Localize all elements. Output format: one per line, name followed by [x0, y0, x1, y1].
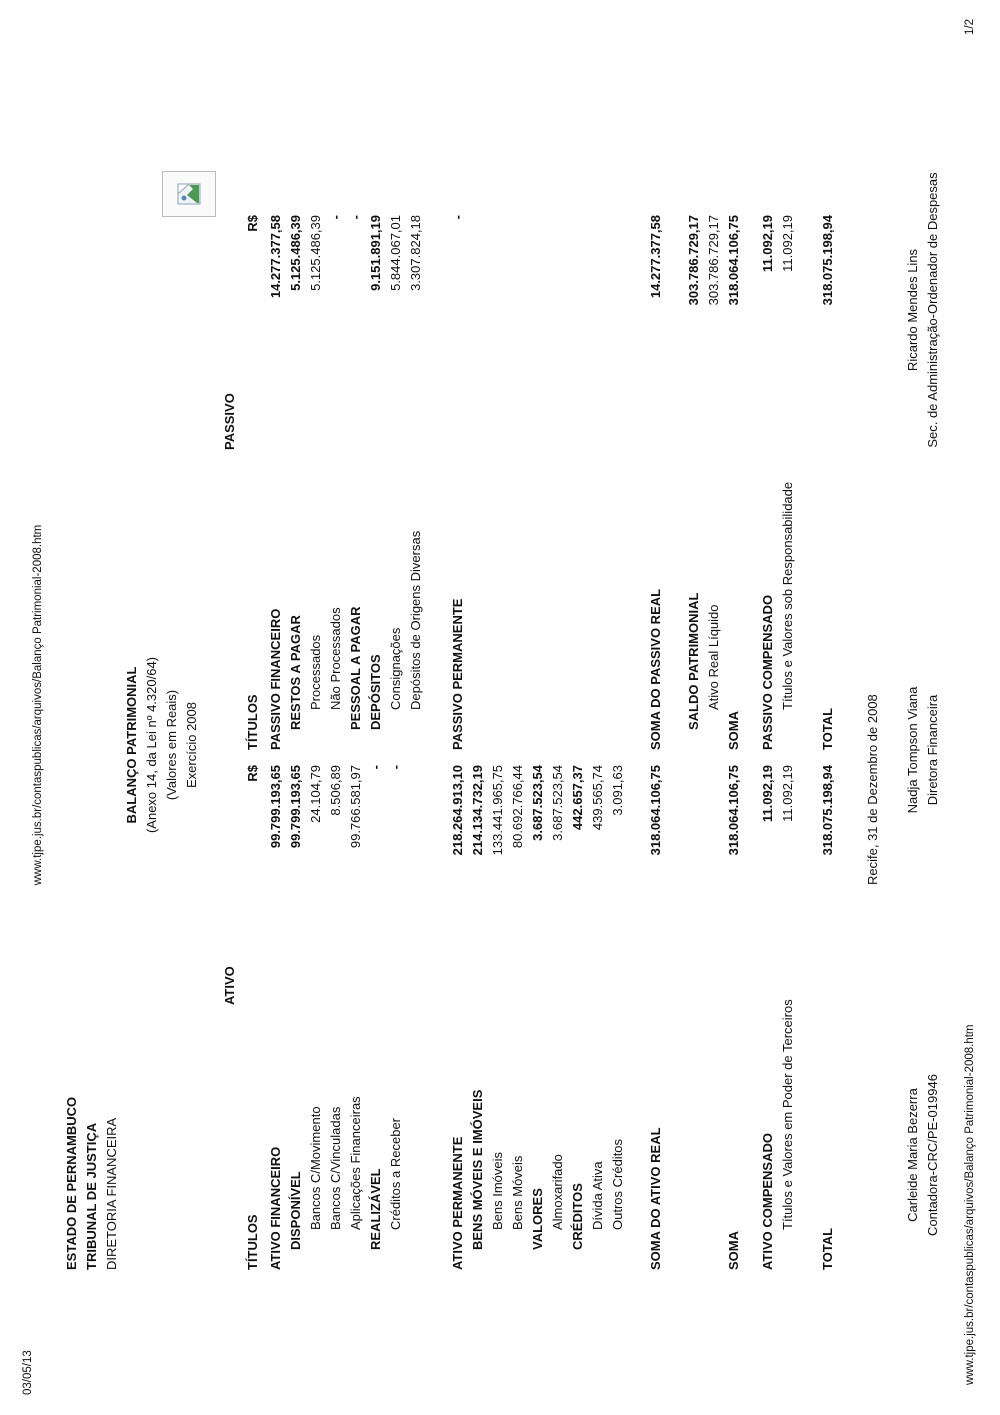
print-date: 03/05/13 [22, 1350, 34, 1395]
passivo-row-value: 11.092,19 [760, 215, 775, 273]
org-court: TRIBUNAL DE JUSTIÇA [84, 1122, 99, 1270]
passivo-row-value: 5.125.486,39 [308, 215, 323, 291]
ativo-row-value: - [368, 765, 383, 770]
ativo-row-label: CRÉDITOS [570, 1183, 585, 1250]
passivo-row-label: PASSIVO PERMANENTE [450, 598, 465, 750]
passivo-row-value: 318.075.198,94 [820, 215, 835, 306]
passivo-row-label: Depósitos de Origens Diversas [408, 530, 423, 710]
passivo-col-titulos: TÍTULOS [245, 694, 260, 750]
passivo-row-value: 5.125.486,39 [288, 215, 303, 291]
ativo-row-label: Dívida Ativa [590, 1161, 605, 1230]
passivo-row-value: - [348, 215, 363, 220]
ativo-row-label: SOMA DO ATIVO REAL [648, 1127, 663, 1270]
ativo-row-value: 3.687.523,54 [530, 765, 545, 841]
ativo-row-value: 3.687.523,54 [550, 765, 565, 841]
passivo-row-label: PASSIVO COMPENSADO [760, 594, 775, 750]
ativo-row-label: Bens Móveis [510, 1155, 525, 1230]
ativo-col-titulos: TÍTULOS [245, 1214, 260, 1270]
ativo-row-value: 99.799.193,65 [288, 765, 303, 849]
ativo-row-value: 133.441.965,75 [490, 765, 505, 856]
ativo-row-value: - [388, 765, 403, 770]
passivo-row-label: TOTAL [820, 707, 835, 750]
document-subtitle-currency: (Valores em Reais) [164, 689, 179, 801]
ativo-row-label: TOTAL [820, 1227, 835, 1270]
ativo-row-value: 318.064.106,75 [726, 765, 741, 856]
url-header: www.tjpe.jus.br/contaspublicas/arquivos/Balanço Patrimonial-2008.htm [32, 524, 44, 886]
ativo-row-value: 218.264.913,10 [450, 765, 465, 856]
ativo-row-label: Bens Imóveis [490, 1151, 505, 1230]
ativo-row-label: Bancos C/Vinculadas [328, 1106, 343, 1230]
passivo-row-value: - [328, 215, 343, 220]
ativo-row-value: 3.091,63 [610, 765, 625, 816]
passivo-row-label: Processados [308, 634, 323, 710]
ativo-row-label: ATIVO FINANCEIRO [268, 1146, 283, 1270]
passivo-row-value: 9.151.891,19 [368, 215, 383, 291]
ativo-row-label: Títulos e Valores em Poder de Terceiros [780, 999, 795, 1230]
document-subtitle-law: (Anexo 14, da Lei nº 4.320/64) [144, 656, 159, 834]
ativo-row-value: 99.799.193,65 [268, 765, 283, 849]
passivo-row-label: DEPÓSITOS [368, 654, 383, 730]
passivo-row-label: SOMA [726, 711, 741, 750]
ativo-row-label: VALORES [530, 1188, 545, 1250]
ativo-row-label: SOMA [726, 1231, 741, 1270]
passivo-row-value: 14.277.377,58 [268, 215, 283, 299]
ativo-row-value: 80.692.766,44 [510, 765, 525, 849]
passivo-heading: PASSIVO [222, 393, 237, 450]
ativo-row-value: 318.075.198,94 [820, 765, 835, 856]
ativo-heading: ATIVO [222, 966, 237, 1005]
ativo-row-label: Almoxarifado [550, 1154, 565, 1230]
passivo-row-value: 303.786.729,17 [706, 215, 721, 306]
passivo-row-label: Consignações [388, 627, 403, 710]
passivo-row-label: SALDO PATRIMONIAL [686, 592, 701, 730]
passivo-row-value: 3.307.824,18 [408, 215, 423, 291]
ativo-row-value: 442.657,37 [570, 765, 585, 831]
ativo-row-label: DISPONÍVEL [288, 1171, 303, 1250]
document-title: BALANÇO PATRIMONIAL [124, 666, 139, 824]
ativo-row-label: BENS MÓVEIS E IMÓVEIS [470, 1089, 485, 1250]
signature-role: Contadora-CRC/PE-019946 [925, 1074, 940, 1236]
ativo-row-label: ATIVO PERMANENTE [450, 1136, 465, 1270]
passivo-row-value: 303.786.729,17 [686, 215, 701, 306]
ativo-row-value: 439.565,74 [590, 765, 605, 831]
passivo-row-value: 14.277.377,58 [648, 215, 663, 299]
passivo-row-value: 318.064.106,75 [726, 215, 741, 306]
passivo-row-label: Títulos e Valores sob Responsabilidade [780, 481, 795, 710]
broken-image-icon [162, 171, 216, 217]
ativo-row-value: 318.064.106,75 [648, 765, 663, 856]
ativo-row-value: 24.104,79 [308, 765, 323, 823]
passivo-row-label: RESTOS A PAGAR [288, 615, 303, 730]
signature-name: Ricardo Mendes Lins [905, 248, 920, 372]
ativo-row-label: Aplicações Financeiras [348, 1096, 363, 1230]
passivo-row-value: 5.844.067,01 [388, 215, 403, 291]
passivo-row-label: Ativo Real Líquido [706, 604, 721, 710]
ativo-row-value: 214.134.732,19 [470, 765, 485, 856]
ativo-row-label: Créditos a Receber [388, 1118, 403, 1230]
page-number: 1/2 [964, 19, 976, 35]
passivo-row-label: Não Processados [328, 607, 343, 710]
ativo-row-value: 99.766.581,97 [348, 765, 363, 849]
signature-role: Sec. de Administração-Ordenador de Despesas [925, 172, 940, 448]
org-department: DIRETORIA FINANCEIRA [104, 1117, 119, 1270]
ativo-row-label: REALIZÁVEL [368, 1168, 383, 1250]
ativo-row-value: 8.506,89 [328, 765, 343, 816]
passivo-row-label: PASSIVO FINANCEIRO [268, 608, 283, 750]
passivo-col-valor: R$ [245, 215, 260, 232]
ativo-row-label: Outros Créditos [610, 1138, 625, 1230]
passivo-row-label: SOMA DO PASSIVO REAL [648, 588, 663, 750]
passivo-row-label: PESSOAL A PAGAR [348, 606, 363, 730]
document-subtitle-year: Exercício 2008 [184, 702, 199, 788]
org-state: ESTADO DE PERNAMBUCO [64, 1096, 79, 1270]
ativo-row-label: ATIVO COMPENSADO [760, 1133, 775, 1270]
url-footer: www.tjpe.jus.br/contaspublicas/arquivos/Balanço Patrimonial-2008.htm [964, 1024, 976, 1385]
ativo-col-valor: R$ [245, 765, 260, 782]
ativo-row-label: Bancos C/Movimento [308, 1106, 323, 1230]
signature-role: Diretora Financeira [925, 694, 940, 806]
ativo-row-value: 11.092,19 [760, 765, 775, 823]
signature-name: Carleide Maria Bezerra [905, 1088, 920, 1222]
place-date: Recife, 31 de Dezembro de 2008 [865, 694, 880, 885]
signature-name: Nadja Tompson Viana [905, 686, 920, 814]
passivo-row-value: - [450, 215, 465, 220]
passivo-row-value: 11.092,19 [780, 215, 795, 272]
ativo-row-value: 11.092,19 [780, 765, 795, 822]
